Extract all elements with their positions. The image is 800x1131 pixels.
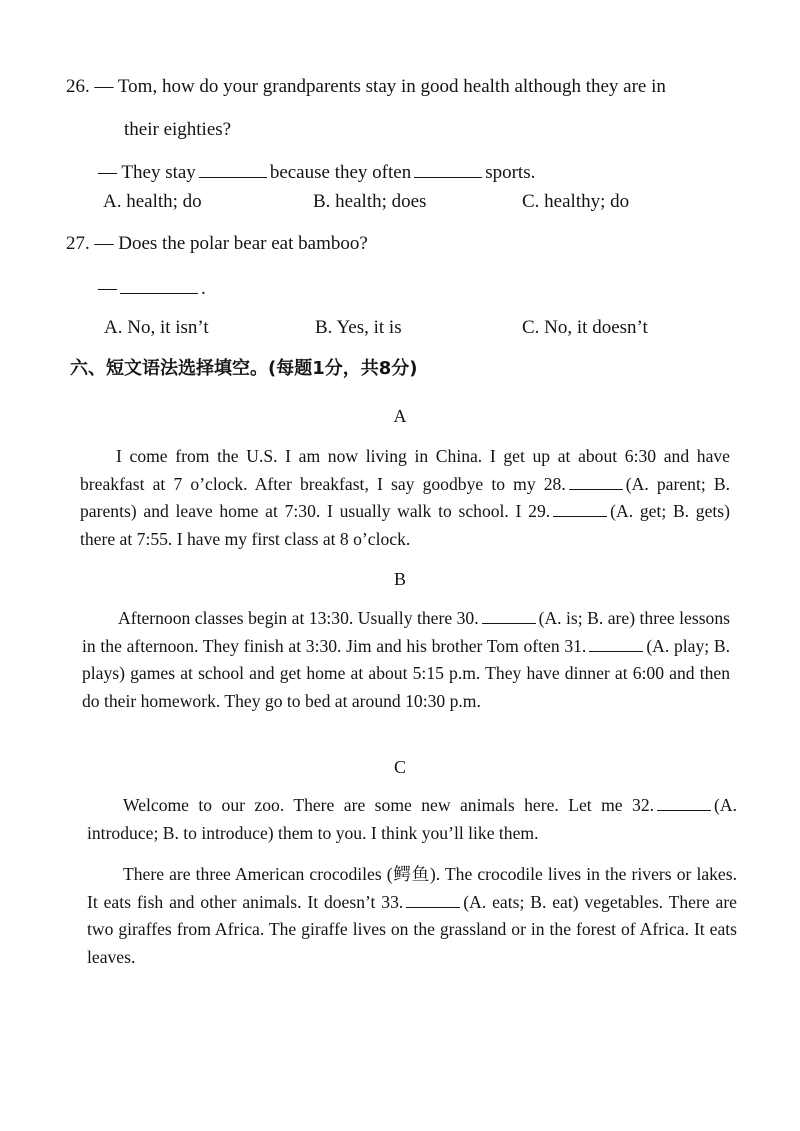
answer-blank[interactable] <box>414 160 482 178</box>
q27-option-a[interactable]: A. No, it isn’t <box>104 317 209 338</box>
passage-b-text-2: (A. is; B. are) three lessons in the afternoon. They finish at 3:30. Jim and his brother Tom often 31. <box>82 608 730 656</box>
passage-a-label: A <box>393 406 407 426</box>
blank-31[interactable] <box>589 634 643 652</box>
q26-option-a[interactable]: A. health; do <box>103 191 202 212</box>
q26-stem-text: — Tom, how do your grandparents stay in good health although they are in <box>94 76 666 97</box>
passage-b-label: B <box>393 569 406 589</box>
passage-c-text-4: (A. eats; B. eat) vegetables. There are two giraffes from Africa. The giraffe lives on the grassland or in the forest of Africa. It eats leaves. <box>87 891 737 967</box>
q26-stem-line2: their eighties? <box>124 119 232 140</box>
blank-29[interactable] <box>553 499 607 517</box>
q27-option-c[interactable]: C. No, it doesn’t <box>522 317 648 338</box>
passage-a-text-1: I come from the U.S. I am now living in China. I get up at about 6:30 and have breakfast at 7 o’clock. After breakfast, I say goodbye to my 28. <box>80 446 730 494</box>
blank-28[interactable] <box>569 472 623 490</box>
passage-a-text-3: (A. get; B. gets) there at 7:55. I have my first class at 8 o’clock. <box>80 501 731 549</box>
blank-32[interactable] <box>657 793 711 811</box>
q26-number: 26. <box>66 76 90 97</box>
q27-option-b[interactable]: B. Yes, it is <box>315 317 402 338</box>
q26-answer-part2: because they often <box>269 162 412 183</box>
passage-c-paragraph-1 <box>87 792 737 847</box>
q27-stem-text: — Does the polar bear eat bamboo? <box>94 233 368 254</box>
blank-33[interactable] <box>406 890 460 908</box>
answer-blank[interactable] <box>199 160 267 178</box>
q26-answer-line <box>98 160 535 185</box>
passage-a-text-2: (A. parent; B. parents) and leave home at 7:30. I usually walk to school. I 29. <box>80 473 730 521</box>
section-heading: 六、短文语法选择填空。(每题1分，共8分) <box>70 358 418 379</box>
q27-answer-end: . <box>201 278 206 299</box>
passage-c-text-2: (A. introduce; B. to introduce) them to you. I think you’ll like them. <box>87 795 737 843</box>
answer-blank[interactable] <box>120 276 198 294</box>
passage-b-text-1: Afternoon classes begin at 13:30. Usually there 30. <box>118 608 479 628</box>
q26-answer-part3: sports. <box>485 162 536 183</box>
passage-b-text-3: (A. play; B. plays) games at school and get home at about 5:15 p.m. They have dinner at 6:00 and then do their homework. They go to bed at around 10:30 p.m. <box>82 635 730 711</box>
q26-option-c[interactable]: C. healthy; do <box>522 191 630 212</box>
passage-b-paragraph <box>82 605 730 715</box>
passage-a-paragraph <box>80 443 730 553</box>
passage-c-paragraph-2 <box>87 861 737 971</box>
q26-answer-part1: — They stay <box>98 162 196 183</box>
q26-stem-line1 <box>66 75 666 99</box>
q27-stem <box>66 232 368 256</box>
q27-answer-dash: — <box>98 278 117 299</box>
q27-answer-line <box>98 276 206 301</box>
q26-option-b[interactable]: B. health; does <box>313 191 427 212</box>
passage-c-text-1: Welcome to our zoo. There are some new animals here. Let me 32. <box>123 795 655 815</box>
passage-c-label: C <box>393 757 406 777</box>
blank-30[interactable] <box>482 606 536 624</box>
q27-number: 27. <box>66 233 90 254</box>
passage-c-text-3: There are three American crocodiles (鳄鱼). The crocodile lives in the rivers or lakes. It eats fish and other animals. It doesn’t 33. <box>87 864 737 912</box>
